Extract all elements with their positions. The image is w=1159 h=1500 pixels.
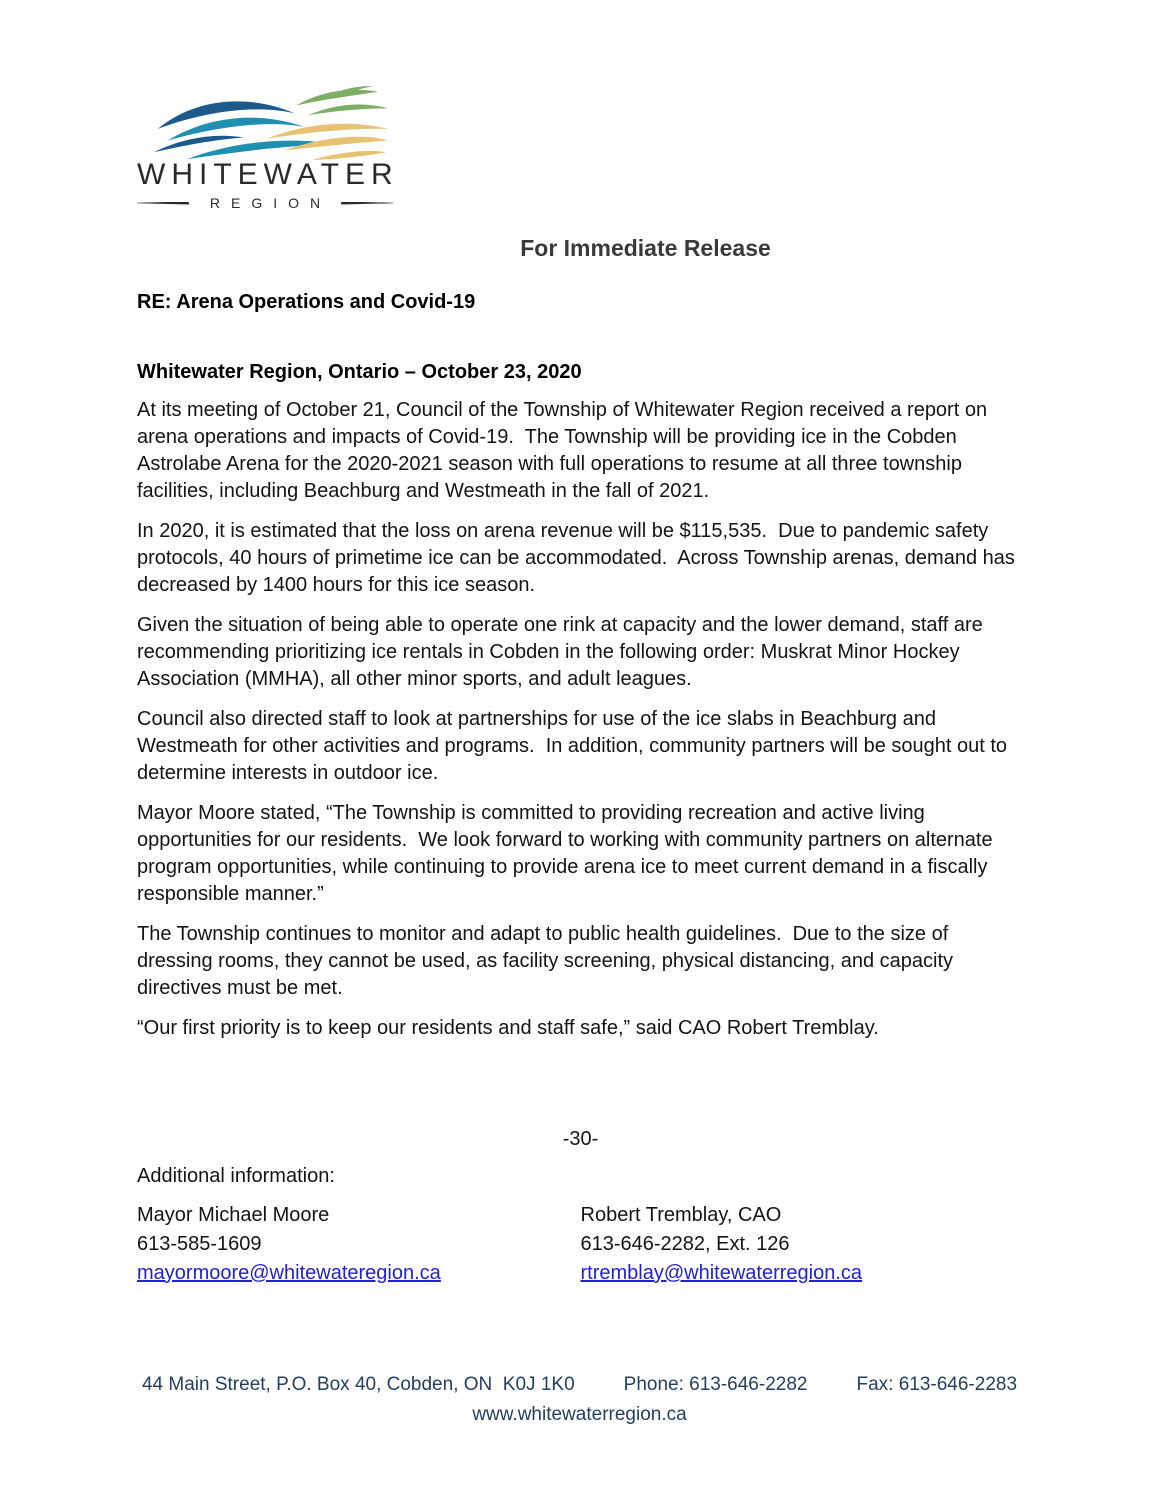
contact-name: Mayor Michael Moore (137, 1204, 330, 1226)
dateline: Whitewater Region, Ontario – October 23, 2020 (137, 361, 582, 383)
contact-block (137, 1201, 1024, 1288)
logo-wave-gold (267, 124, 388, 139)
body-paragraph: At its meeting of October 21, Council of the Township of Whitewater Region received a report on arena operations and impacts of Covid-19. The Township will be providing ice in the Cobden Astrolabe Arena for the 2020-2021 season with full operations to resume at all three township facilities, including Beachburg and Westmeath in the fall of 2021. (137, 399, 993, 502)
contact-email-link[interactable]: mayormoore@whitewateregion.ca (137, 1262, 441, 1284)
logo-wordmark: WHITEWATER (137, 158, 399, 191)
additional-info-label: Additional information: (137, 1165, 335, 1187)
contact-cao (581, 1201, 1025, 1288)
footer-phone: Phone: 613-646-2282 (623, 1374, 808, 1395)
logo-dash-right (341, 202, 393, 205)
body-paragraph: The Township continues to monitor and adapt to public health guidelines. Due to the size of dressing rooms, they cannot be used, as facility screening, physical distancing, and capacity directives must be met. (137, 923, 959, 999)
logo-dash-left (137, 202, 189, 205)
body-paragraph: Given the situation of being able to operate one rink at capacity and the lower demand, staff are recommending prioritizing ice rentals in Cobden in the following order: Muskrat Minor Hockey Association (MMHA), all other minor sports, and adult leagues. (137, 614, 989, 690)
body-paragraph: “Our first priority is to keep our residents and staff safe,” said CAO Robert Tremblay. (137, 1017, 879, 1039)
whitewater-logo (137, 0, 399, 211)
logo-region-label: REGION (209, 195, 332, 211)
contact-mayor (137, 1201, 581, 1288)
body-copy (137, 397, 1024, 1042)
footer-fax: Fax: 613-646-2283 (856, 1374, 1018, 1395)
contact-phone: 613-646-2282, Ext. 126 (580, 1233, 790, 1255)
end-mark: -30- (562, 1128, 599, 1150)
footer-address: 44 Main Street, P.O. Box 40, Cobden, ON K0J 1K0 (141, 1374, 575, 1395)
contact-name: Robert Tremblay, CAO (580, 1204, 782, 1226)
contact-phone: 613-585-1609 (137, 1233, 262, 1255)
logo-waves-icon (151, 84, 391, 162)
body-paragraph: In 2020, it is estimated that the loss on arena revenue will be $115,535. Due to pandemic safety protocols, 40 hours of primetime ice can be accommodated. Across Township arenas, demand has decreased by 1400 hours for this ice season. (137, 520, 1021, 596)
release-label: For Immediate Release (520, 235, 771, 261)
page-footer (0, 1374, 1159, 1426)
logo-wave-green (308, 104, 388, 115)
footer-website: www.whitewaterregion.ca (472, 1404, 687, 1425)
body-paragraph: Council also directed staff to look at partnerships for use of the ice slabs in Beachburg and Westmeath for other activities and programs. In addition, community partners will be sought out to determine interests in outdoor ice. (137, 708, 1013, 784)
contact-email-link[interactable]: rtremblay@whitewaterregion.ca (580, 1262, 863, 1284)
subject-line: RE: Arena Operations and Covid-19 (137, 291, 476, 313)
body-paragraph: Mayor Moore stated, “The Township is committed to providing recreation and active living opportunities for our residents. We look forward to working with community partners on alternate program opportunities, while continuing to provide arena ice to meet current demand in a fiscally responsible manner.” (137, 802, 999, 905)
